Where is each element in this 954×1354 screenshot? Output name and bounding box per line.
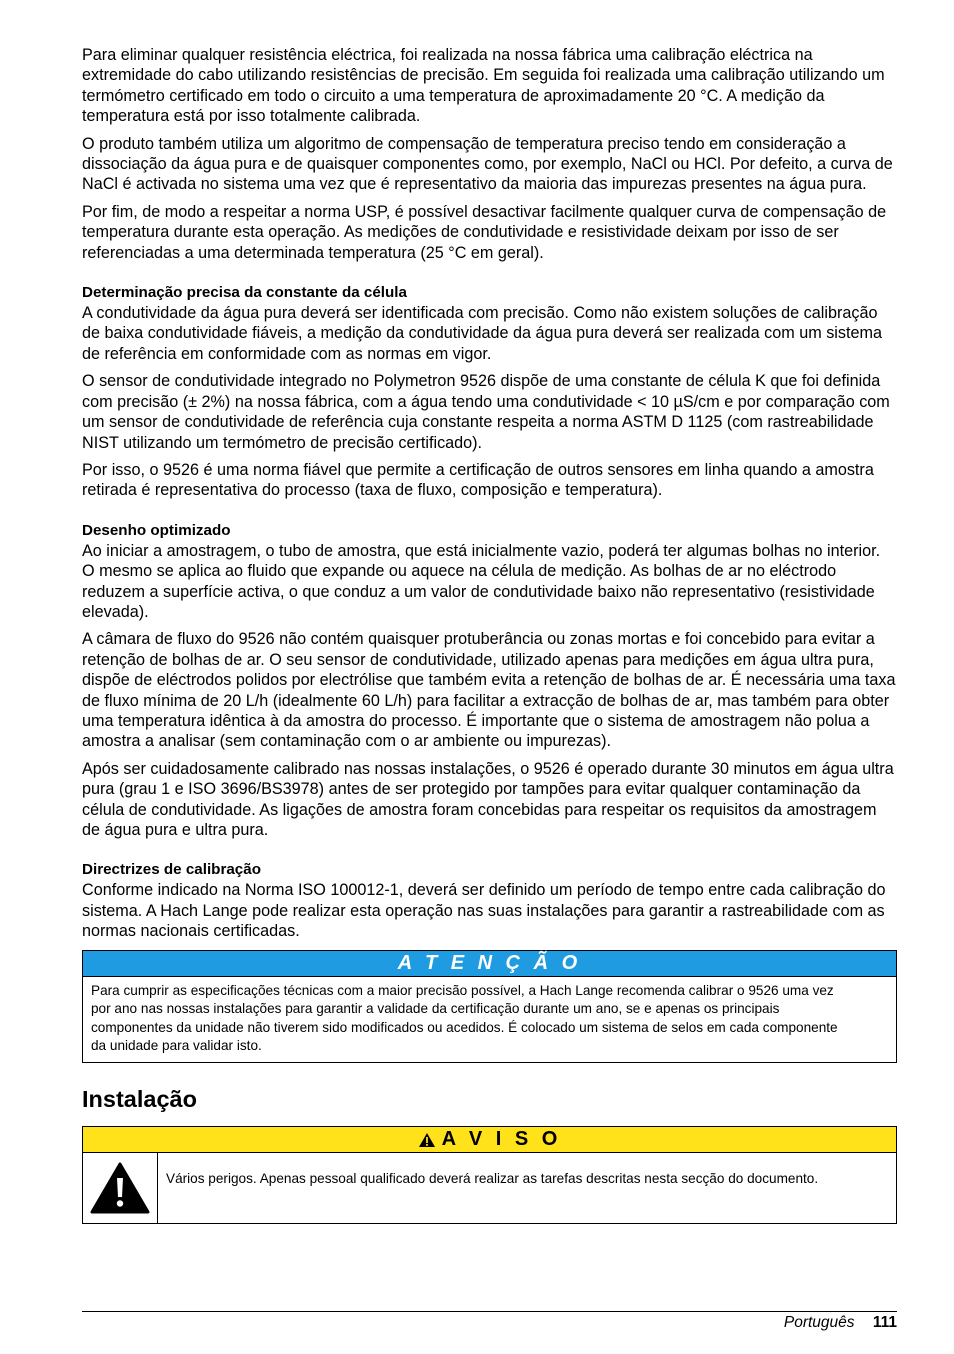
section-paragraph: A câmara de fluxo do 9526 não contém quaisquer protuberância ou zonas mortas e foi concebido para evitar a retenção de bolhas de ar. O seu sensor de condutividade, utilizado apenas para medições em água ultra pura, dispõe de eléctrodos polidos por electrólise que também evita a retenção de bolhas de ar. É necessária uma taxa de fluxo mínima de 20 L/h (idealmente 60 L/h) para facilitar a extracção de bolhas de ar, mas também para obter uma temperatura idêntica à da amostra do processo. É importante que o sistema de amostragem não polua a amostra a analisar (sem contaminação com o ar ambiente ou impurezas).: [82, 630, 896, 751]
section-heading: Determinação precisa da constante da célula: [82, 284, 407, 302]
attention-text: Para cumprir as especificações técnicas com a maior precisão possível, a Hach Lange recomenda calibrar o 9526 uma vez por ano nas nossas instalações para garantir a validade da certificação durante um ano, se e apenas os principais componentes da unidade não tiverem sido modificados ou acedidos. É colocado um sistema de selos em cada componente da unidade para validar isto.: [91, 982, 838, 1054]
page-number: 111: [872, 1314, 897, 1331]
warning-body: [83, 1153, 896, 1223]
warning-header: [83, 1127, 896, 1153]
warning-triangle-icon: [83, 1153, 158, 1223]
intro-paragraph-1: Para eliminar qualquer resistência eléctrica, foi realizada na nossa fábrica uma calibração eléctrica na extremidade do cabo utilizando resistências de precisão. Em seguida foi realizada uma calibração utilizando um termómetro certificado em todo o circuito a uma temperatura de aproximadamente 20 °C. A medição da temperatura está por isso totalmente calibrada.: [82, 46, 885, 126]
attention-box: [82, 950, 897, 1063]
intro-paragraph-2: O produto também utiliza um algoritmo de compensação de temperatura preciso tendo em consideração a dissociação da água pura e de quaisquer componentes como, por exemplo, NaCl ou HCl. Por defeito, a curva de NaCl é activada no sistema uma vez que é representativo da maioria das impurezas presentes na água pura.: [82, 134, 893, 194]
page-footer: [82, 1311, 897, 1332]
footer-language: Português: [783, 1314, 855, 1331]
section-optimized-design: [82, 521, 897, 841]
installation-title: Instalação: [82, 1086, 197, 1112]
section-cell-constant: [82, 283, 897, 501]
section-paragraph: A condutividade da água pura deverá ser identificada com precisão. Como não existem soluções de calibração de baixa condutividade fiáveis, a medição da condutividade da água pura deverá ser realizada com um sistema de referência em conformidade com as normas em vigor.: [82, 304, 882, 363]
section-paragraph: Após ser cuidadosamente calibrado nas nossas instalações, o 9526 é operado durante 30 minutos em água ultra pura (grau 1 e ISO 3696/BS3978) antes de ser protegido por tampões para evitar qualquer contaminação da célula de condutividade. As ligações de amostra foram concebidas para respeitar os requisitos da amostragem de água pura e ultra pura.: [82, 759, 894, 839]
page-content: [82, 45, 897, 1224]
section-heading: Directrizes de calibração: [82, 861, 261, 879]
warning-box: [82, 1126, 897, 1224]
section-paragraph: Ao iniciar a amostragem, o tubo de amostra, que está inicialmente vazio, poderá ter algumas bolhas no interior. O mesmo se aplica ao fluido que expande ou aquece na célula de medição. As bolhas de ar no eléctrodo reduzem a superfície activa, o que conduz a um valor de condutividade baixo não representativo (resistividade elevada).: [82, 541, 881, 621]
warning-text: Vários perigos. Apenas pessoal qualificado deverá realizar as tarefas descritas nesta secção do documento.: [166, 1171, 819, 1186]
section-paragraph: Por isso, o 9526 é uma norma fiável que permite a certificação de outros sensores em linha quando a amostra retirada é representativa do processo (taxa de fluxo, composição e temperatura).: [82, 460, 874, 500]
attention-label: A T E N Ç Ã O: [83, 951, 896, 977]
section-heading: Desenho optimizado: [82, 521, 231, 539]
warning-small-icon: [418, 1132, 436, 1148]
section-calibration-guidelines: [82, 860, 897, 941]
section-paragraph: Conforme indicado na Norma ISO 100012-1, deverá ser definido um período de tempo entre cada calibração do sistema. A Hach Lange pode realizar esta operação nas suas instalações para garantir a rastreabilidade com as normas nacionais certificadas.: [82, 881, 886, 941]
intro-paragraph-3: Por fim, de modo a respeitar a norma USP, é possível desactivar facilmente qualquer curva de compensação de temperatura durante esta operação. As medições de condutividade e resistividade deixam por isso de ser referenciadas a uma determinada temperatura (25 °C em geral).: [82, 202, 887, 262]
section-paragraph: O sensor de condutividade integrado no Polymetron 9526 dispõe de uma constante de célula K que foi definida com precisão (± 2%) na nossa fábrica, com a água tendo uma condutividade < 10 µS/cm e por comparação com um sensor de condutividade de referência cuja constante respeita a norma ASTM D 1125 (com rastreabilidade NIST utilizando um termómetro de precisão certificado).: [82, 372, 890, 452]
warning-label: A V I S O: [441, 1128, 562, 1150]
